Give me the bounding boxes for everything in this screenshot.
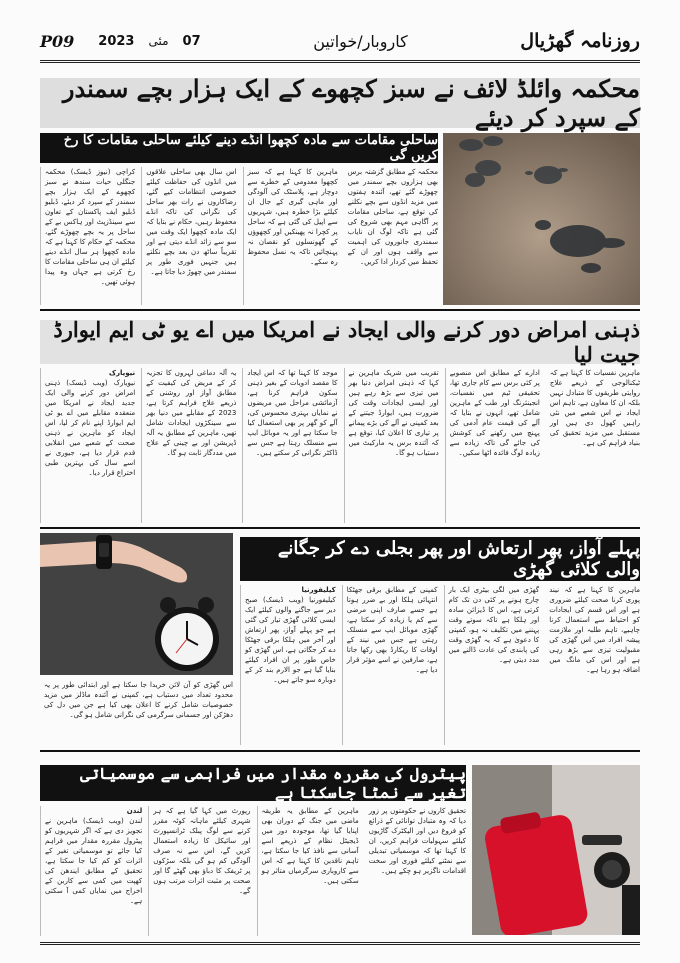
divider-1 bbox=[40, 309, 640, 311]
article2-col-5 bbox=[445, 368, 540, 523]
masthead: روزنامہ گھڑیال bbox=[520, 30, 640, 52]
article1-text-2: اس سال بھی ساحلی علاقوں میں انڈوں کی حفاظت کیلئے خصوصی انتظامات کیے گئے، رضاکاروں نے رات بھر ساحل کی نگرانی کی تاکہ انڈے محفوظ رہیں، حکام نے بتایا کہ ایک مادہ کچھوا ایک وقت میں سو سے زائد انڈے دیتی ہے اور تقریباً ساٹھ دن بعد بچے نکلتے ہیں جنہیں فوری طور پر سمندر میں چھوڑ دیا جاتا ہے۔ bbox=[146, 168, 237, 276]
date bbox=[98, 34, 200, 49]
article1-body bbox=[40, 167, 438, 305]
article2-text-4: تقریب میں شریک ماہرین نے کہا کہ ذہنی امراض دنیا بھر میں تیزی سے بڑھ رہے ہیں اور ایسی ایجادات وقت کی ضرورت ہیں، ایوارڈ جیتنے کے بعد کمپنی نے آلے کی بڑے پیمانے پر تیاری کا اعلان کیا، توقع ہے کہ آئندہ برس یہ مارکیٹ میں دستیاب ہو گا۔ bbox=[348, 369, 439, 457]
article3-body bbox=[240, 585, 640, 745]
article2-col-4 bbox=[344, 368, 439, 523]
article2-col-3 bbox=[242, 368, 337, 523]
divider-3 bbox=[40, 750, 640, 752]
article4-text-1: لندن (ویب ڈیسک) ماہرین نے تجویز دی ہے کہ اگر شہریوں کو پیٹرول مقررہ مقدار میں فراہم کیا جائے تو موسمیاتی تغیر کے اثرات کو کم کیا جا سکتا ہے، تحقیق کے مطابق ایندھن کی کھپت میں کمی سے کاربن کے اخراج میں نمایاں کمی آ سکتی ہے۔ bbox=[45, 817, 143, 905]
article3-headline: پہلے آواز، پھر ارتعاش اور پھر بجلی دے کر جگانے والی کلائی گھڑی bbox=[240, 537, 640, 581]
page-header bbox=[40, 24, 640, 58]
article3-text-1: کیلیفورنیا (ویب ڈیسک) صبح دیر سے جاگنے والوں کیلئے ایک ایسی کلائی گھڑی تیار کی گئی ہے جو پہلے آواز، پھر ارتعاش اور آخر میں ہلکا برقی جھٹکا دے کر جگاتی ہے، اس گھڑی کو خاص طور پر ان افراد کیلئے بنایا گیا ہے جو الارم بند کر کے دوبارہ سو جاتے ہیں۔ bbox=[245, 596, 336, 684]
article1-col-3 bbox=[243, 167, 338, 305]
article3-under-image bbox=[40, 680, 233, 745]
red-fuel-can-photo bbox=[472, 765, 640, 935]
turtles-illustration bbox=[443, 133, 640, 305]
article2-col-6 bbox=[546, 368, 640, 523]
article3-col-3 bbox=[444, 585, 540, 745]
article4-text-2: رپورٹ میں کہا گیا ہے کہ ہر شہری کیلئے ماہانہ کوٹہ مقرر کرنے سے لوگ پبلک ٹرانسپورٹ اور سائیکل کا زیادہ استعمال کریں گے، اس سے نہ صرف آلودگی کم ہو گی بلکہ سڑکوں پر ٹریفک کا دباؤ بھی گھٹے گا اور صحت پر مثبت اثرات مرتب ہوں گے۔ bbox=[153, 807, 251, 895]
article2-text-6: ماہرین نفسیات کا کہنا ہے کہ ٹیکنالوجی کے ذریعے علاج روایتی طریقوں کا متبادل نہیں بلکہ ان کا معاون ہے، تاہم اس ایجاد نے اس شعبے میں نئی راہیں کھول دی ہیں اور مستقبل میں مزید تحقیق کی بنیاد فراہم کی ہے۔ bbox=[549, 369, 641, 447]
article2-text-1: نیویارک (ویب ڈیسک) ذہنی امراض دور کرنے والی ایک جدید ایجاد نے امریکا میں منعقدہ مقابلے میں اے یو ٹی ایم ایوارڈ اپنے نام کر لیا، اس ایجاد کو ماہرین نے ذہنی صحت کے شعبے میں انقلابی قدم قرار دیا ہے، جیوری نے اسے سال کی بہترین طبی اختراع قرار دیا۔ bbox=[45, 379, 136, 477]
article2-col-2 bbox=[141, 368, 236, 523]
article4-col-2 bbox=[148, 806, 250, 936]
article3-col-1 bbox=[240, 585, 336, 745]
article2-text-2: یہ آلہ دماغی لہروں کا تجزیہ کر کے مریض کی کیفیت کے مطابق آواز اور روشنی کے ذریعے علاج فراہم کرتا ہے، 2023 کے مقابلے میں دنیا بھر سے سینکڑوں ایجادات شامل تھیں، ماہرین کے مطابق یہ آلہ ڈپریشن اور بے چینی کے علاج میں مددگار ثابت ہو گا۔ bbox=[146, 369, 237, 457]
page-number: P09 bbox=[40, 31, 75, 51]
article1-text-1: کراچی (نیوز ڈیسک) محکمہ جنگلی حیات سندھ نے سبز کچھوے کے ایک ہزار بچے سمندر کے سپرد کر دیئے، ڈبلیو ڈبلیو ایف پاکستان کے تعاون سے سینڈزپٹ اور ہاکس بے کے ساحل پر یہ بچے چھوڑے گئے، محکمہ کے حکام کا کہنا ہے کہ مادہ کچھوا ہر سال انڈے دینے کیلئے ان ہی ساحلی مقامات کا رخ کرتی ہے جہاں وہ پیدا ہوئی تھیں۔ bbox=[45, 168, 136, 286]
date-day: 07 bbox=[182, 33, 201, 49]
article4-col-3 bbox=[257, 806, 359, 936]
article4-text-4: تحقیق کاروں نے حکومتوں پر زور دیا کہ وہ متبادل توانائی کے ذرائع کو فروغ دیں اور الیکٹرک گاڑیوں کیلئے سہولیات فراہم کریں، ان کا کہنا تھا کہ موسمیاتی تبدیلی سے نمٹنے کیلئے فوری اور سخت اقدامات ناگزیر ہو چکے ہیں۔ bbox=[368, 807, 466, 875]
article3-dateline: کیلیفورنیا bbox=[301, 586, 336, 594]
article4-body bbox=[40, 806, 466, 936]
baby-turtles-photo bbox=[443, 133, 640, 305]
section-name: کاروبار/خواتین bbox=[313, 31, 408, 51]
article2-body bbox=[40, 368, 640, 523]
article2-dateline: نیویارک bbox=[108, 369, 136, 377]
article1-col-1 bbox=[40, 167, 135, 305]
article2-text-3: موجد کا کہنا تھا کہ اس ایجاد کا مقصد ادویات کے بغیر ذہنی سکون فراہم کرنا ہے، آزمائشی مراحل میں مریضوں نے نمایاں بہتری محسوس کی، آلے کو گھر پر بھی استعمال کیا جا سکتا ہے اور یہ موبائل ایپ سے منسلک رہتا ہے جس سے ڈاکٹر نگرانی کر سکتے ہیں۔ bbox=[247, 369, 338, 457]
divider-2 bbox=[40, 527, 640, 529]
article1-headline: محکمہ وائلڈ لائف نے سبز کچھوے کے ایک ہزار بچے سمندر کے سپرد کر دیئے bbox=[40, 78, 640, 128]
alarm-clock-illustration bbox=[40, 533, 233, 675]
footer-rule bbox=[40, 942, 640, 945]
article3-under-col bbox=[40, 680, 233, 745]
date-year: 2023 bbox=[98, 33, 135, 49]
article2-headline: ذہنی امراض دور کرنے والی ایجاد نے امریکا میں اے یو ٹی ایم ایوارڈ جیت لیا bbox=[40, 320, 640, 364]
article3-under-text: اس گھڑی کو آن لائن خریدا جا سکتا ہے اور ابتدائی طور پر یہ محدود تعداد میں دستیاب ہے، کمپنی نے آئندہ ماڈلز میں مزید خصوصیات شامل کرنے کا اعلان بھی کیا ہے جن میں دل کی دھڑکن اور جسمانی سرگرمی کی نگرانی شامل ہو گی۔ bbox=[44, 681, 233, 719]
article1-subhead: ساحلی مقامات سے مادہ کچھوا انڈے دینے کیلئے ساحلی مقامات کا رخ کریں گی bbox=[40, 133, 438, 163]
article3-col-2 bbox=[342, 585, 438, 745]
alarm-clock-wrist-band-photo bbox=[40, 533, 233, 675]
article1-text-4: محکمہ کے مطابق گزشتہ برس بھی ہزاروں بچے سمندر میں چھوڑے گئے تھے، آئندہ ہفتوں میں مزید انڈوں سے بچے نکلنے کی توقع ہے، ساحلی مقامات پر آگاہی مہم بھی شروع کی گئی ہے تاکہ لوگ ان نایاب سمندری جانوروں کی اہمیت سے واقف ہوں اور ان کے تحفظ میں کردار ادا کریں۔ bbox=[347, 168, 438, 266]
article3-col-4 bbox=[545, 585, 640, 745]
article4-col-4 bbox=[365, 806, 466, 936]
header-rule bbox=[40, 60, 640, 63]
article3-text-2: کمپنی کے مطابق برقی جھٹکا انتہائی ہلکا اور بے ضرر ہوتا ہے جسے صارف اپنی مرضی سے کم یا زیادہ کر سکتا ہے، گھڑی موبائل ایپ سے منسلک رہتی ہے جس میں نیند کے اوقات کا ریکارڈ بھی رکھا جاتا ہے، صارفین نے اسے مؤثر قرار دیا ہے۔ bbox=[346, 586, 438, 674]
article1-col-2 bbox=[141, 167, 236, 305]
date-month: مئی bbox=[148, 34, 169, 48]
article1-col-4 bbox=[344, 167, 438, 305]
article4-dateline: لندن bbox=[126, 807, 143, 815]
article3-text-4: ماہرین کا کہنا ہے کہ نیند پوری کرنا صحت کیلئے ضروری ہے اور اس قسم کی ایجادات کو احتیاط سے استعمال کرنا چاہیے، تاہم طلبہ اور ملازمت پیشہ افراد میں اس گھڑی کی مقبولیت تیزی سے بڑھ رہی ہے اور اس کی مانگ میں اضافہ ہو رہا ہے۔ bbox=[549, 586, 640, 674]
article4-col-1 bbox=[40, 806, 142, 936]
article4-headline: پیٹرول کی مقررہ مقدار میں فراہمی سے موسمیاتی تغیر سے نمٹا جاسکتا ہے bbox=[40, 765, 466, 801]
header-left bbox=[40, 32, 201, 51]
article1-text-3: ماہرین کا کہنا ہے کہ سبز کچھوا معدومی کے خطرے سے دوچار ہے، پلاسٹک کی آلودگی اور ماہی گیری کے جال ان کیلئے بڑا خطرہ ہیں، شہریوں سے اپیل کی گئی ہے کہ ساحل پر کچرا نہ پھینکیں اور کچھوؤں کے گھونسلوں کو نقصان نہ پہنچائیں تاکہ یہ نسل محفوظ رہ سکے۔ bbox=[247, 168, 338, 266]
article4-text-3: ماہرین کے مطابق یہ طریقہ ماضی میں جنگ کے دوران بھی اپنایا گیا تھا، موجودہ دور میں ڈیجیٹل نظام کے ذریعے اسے آسانی سے نافذ کیا جا سکتا ہے، تاہم ناقدین کا کہنا ہے کہ اس سے کاروباری سرگرمیاں متاثر ہو سکتی ہیں۔ bbox=[261, 807, 359, 885]
article3-text-3: گھڑی میں لگی بیٹری ایک بار چارج ہونے پر کئی دن تک کام کرتی ہے، اس کا ڈیزائن سادہ اور ہلکا ہے تاکہ سوتے وقت پہننے میں تکلیف نہ ہو، کمپنی کا دعویٰ ہے کہ یہ گھڑی وقت کی پابندی کی عادت ڈالنے میں مدد دیتی ہے۔ bbox=[448, 586, 540, 664]
fuel-can-illustration bbox=[472, 765, 640, 935]
article2-text-5: ادارے کے مطابق اس منصوبے پر کئی برس سے کام جاری تھا، تحقیقی ٹیم میں نفسیات، انجینئرنگ اور طب کے ماہرین شامل تھے، انہوں نے بتایا کہ آلے کی قیمت عام آدمی کی پہنچ میں رکھنے کی کوشش کی جائے گی تاکہ زیادہ سے زیادہ لوگ فائدہ اٹھا سکیں۔ bbox=[449, 369, 540, 457]
article2-col-1 bbox=[40, 368, 135, 523]
